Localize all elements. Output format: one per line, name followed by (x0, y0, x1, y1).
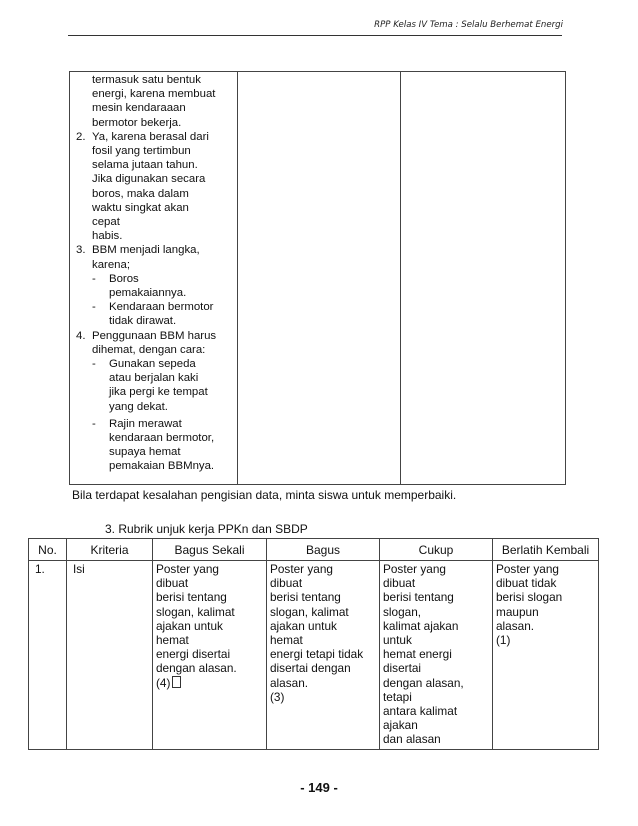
missing-glyph-box-icon (172, 676, 181, 688)
col-header-cukup: Cukup (380, 539, 493, 561)
cell-bagus: Poster yang dibuat berisi tentang slogan, kalimat ajakan untuk hemat energi tetapi tidak disertai dengan alasan. (3) (267, 561, 380, 750)
continuation-text: termasuk satu bentuk energi, karena membuat mesin kendaraaan bermotor bekerja. (92, 74, 216, 129)
cell-bagus-sekali: Poster yang dibuat berisi tentang slogan, kalimat ajakan untuk hemat energi disertai dengan alasan. (4) (153, 561, 267, 750)
running-header: RPP Kelas IV Tema : Selalu Berhemat Energi (374, 20, 563, 30)
col-header-kriteria: Kriteria (67, 539, 153, 561)
table-row (29, 561, 599, 750)
table-header-row (29, 539, 599, 561)
instruction-note: Bila terdapat kesalahan pengisian data, minta siswa untuk memperbaiki. (72, 488, 457, 502)
page-number: - 149 - (300, 780, 338, 795)
sub-item: - Gunakan sepeda atau berjalan kaki jika pergi ke tempat yang dekat. (92, 358, 208, 413)
sub-item: - Kendaraan bermotor tidak dirawat. (92, 301, 214, 328)
header-rule (68, 35, 562, 36)
col-header-bagus: Bagus (267, 539, 380, 561)
empty-cell (238, 72, 401, 485)
sub-item: - Rajin merawat kendaraan bermotor, supaya hemat pemakaian BBMnya. (92, 417, 215, 473)
list-item-4: 4. Penggunaan BBM harus dihemat, dengan cara: - Gunakan sepeda atau berjalan kaki jika pergi ke tempat yang dekat. - Rajin merawat kendaraan bermotor, supaya hemat pemakaian BBMnya. (76, 329, 233, 474)
cell-kriteria: Isi (67, 561, 153, 750)
sub-item: - Boros pemakaiannya. (92, 272, 187, 300)
answer-key-table (69, 71, 566, 485)
col-header-bagus-sekali: Bagus Sekali (153, 539, 267, 561)
cell-berlatih-kembali: Poster yang dibuat tidak berisi slogan maupun alasan. (1) (493, 561, 599, 750)
list-item-3: 3. BBM menjadi langka, karena; - Boros pemakaiannya. - Kendaraan bermotor tidak dirawat. (76, 243, 233, 328)
cell-no: 1. (29, 561, 67, 750)
list-item-2: 2. Ya, karena berasal dari fosil yang tertimbun selama jutaan tahun. Jika digunakan secara boros, maka dalam waktu singkat akan cepat habis. (76, 130, 209, 243)
answer-cell (70, 72, 238, 485)
col-header-berlatih: Berlatih Kembali (493, 539, 599, 561)
empty-cell (401, 72, 566, 485)
cell-cukup: Poster yang dibuat berisi tentang slogan, kalimat ajakan untuk hemat energi disertai dengan alasan, tetapi antara kalimat ajakan dan alasan (380, 561, 493, 750)
col-header-no: No. (29, 539, 67, 561)
rubric-table (28, 538, 599, 750)
section-title: 3. Rubrik unjuk kerja PPKn dan SBDP (105, 522, 308, 536)
